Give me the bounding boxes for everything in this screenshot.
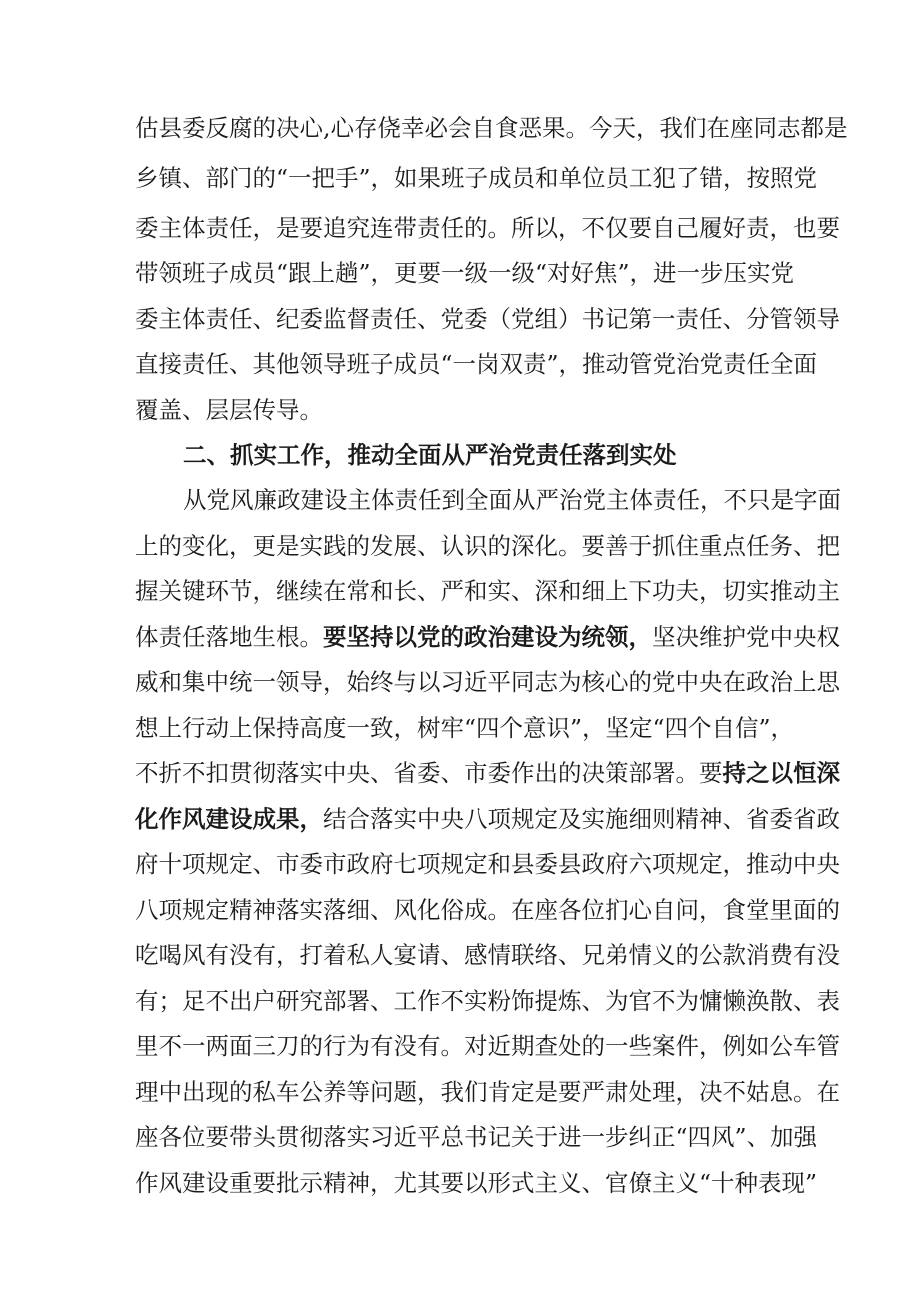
paragraph2-line-13: 里不一两面三刀的行为有没有。对近期查处的一些案件，例如公车管 xyxy=(135,1032,840,1060)
paragraph2-line-16: 作风建设重要批示精神，尤其要以形式主义、官僚主义“十种表现” xyxy=(135,1169,818,1197)
paragraph2-line-6: 想上行动上保持高度一致，树牢“四个意识”，坚定“四个自信”， xyxy=(135,714,795,742)
paragraph2-line-4-text: 体责任落地生根。 xyxy=(135,623,323,651)
paragraph2-line-5: 威和集中统一领导，始终与以习近平同志为核心的党中央在政治上思 xyxy=(135,668,840,696)
emphasis-style-building-start: 持之以恒深 xyxy=(722,759,840,787)
paragraph2-line-8 xyxy=(135,804,840,834)
paragraph2-line-15: 座各位要带头贯彻落实习近平总书记关于进一步纠正“四风”、加强 xyxy=(135,1123,818,1151)
paragraph2-line-9: 府十项规定、市委市政府七项规定和县委县政府六项规定，推动中央 xyxy=(135,850,840,878)
emphasis-style-building-end: 化作风建设成果， xyxy=(135,805,323,833)
paragraph2-line-3: 握关键环节，继续在常和长、严和实、深和细上下功夫，切实推动主 xyxy=(135,577,840,605)
paragraph2-line-7-text: 不折不扣贯彻落实中央、省委、市委作出的决策部署。要 xyxy=(135,759,723,787)
paragraph2-line-11: 吃喝风有没有，打着私人宴请、感情联络、兄弟情义的公款消费有没 xyxy=(135,941,840,969)
paragraph2-line-4 xyxy=(135,622,840,652)
paragraph2-line-12: 有；足不出户研究部署、工作不实粉饰提炼、为官不为慵懒涣散、表 xyxy=(135,987,840,1015)
paragraph1-line-3: 委主体责任，是要追究连带责任的。所以，不仅要自己履好责，也要 xyxy=(135,214,840,242)
paragraph1-line-4: 带领班子成员“跟上趟”，更要一级一级“对好焦”，进一步压实党 xyxy=(135,259,795,287)
emphasis-political-building: 要坚持以党的政治建设为统领， xyxy=(323,623,652,651)
paragraph2-line-4-tail: 坚决维护党中央权 xyxy=(652,623,840,651)
paragraph2-line-2: 上的变化，更是实践的发展、认识的深化。要善于抓住重点任务、把 xyxy=(135,532,840,560)
paragraph1-line-7: 覆盖、层层传导。 xyxy=(135,396,323,424)
section-heading: 二、抓实工作，推动全面从严治党责任落到实处 xyxy=(183,441,677,469)
paragraph2-line-8-tail: 结合落实中央八项规定及实施细则精神、省委省政 xyxy=(323,805,840,833)
paragraph2-line-10: 八项规定精神落实落细、风化俗成。在座各位扪心自问，食堂里面的 xyxy=(135,896,840,924)
paragraph1-line-1: 估县委反腐的决心,心存侥幸必会自食恶果。今天，我们在座同志都是 xyxy=(135,114,848,142)
paragraph2-line-7 xyxy=(135,758,840,788)
paragraph1-line-5: 委主体责任、纪委监督责任、党委（党组）书记第一责任、分管领导 xyxy=(135,305,840,333)
paragraph1-line-2: 乡镇、部门的“一把手”，如果班子成员和单位员工犯了错，按照党 xyxy=(135,164,818,192)
paragraph2-line-14: 理中出现的私车公养等问题，我们肯定是要严肃处理，决不姑息。在 xyxy=(135,1078,840,1106)
paragraph1-line-6: 直接责任、其他领导班子成员“一岗双责”，推动管党治党责任全面 xyxy=(135,350,818,378)
paragraph2-line-1: 从党风廉政建设主体责任到全面从严治党主体责任，不只是字面 xyxy=(183,486,841,514)
